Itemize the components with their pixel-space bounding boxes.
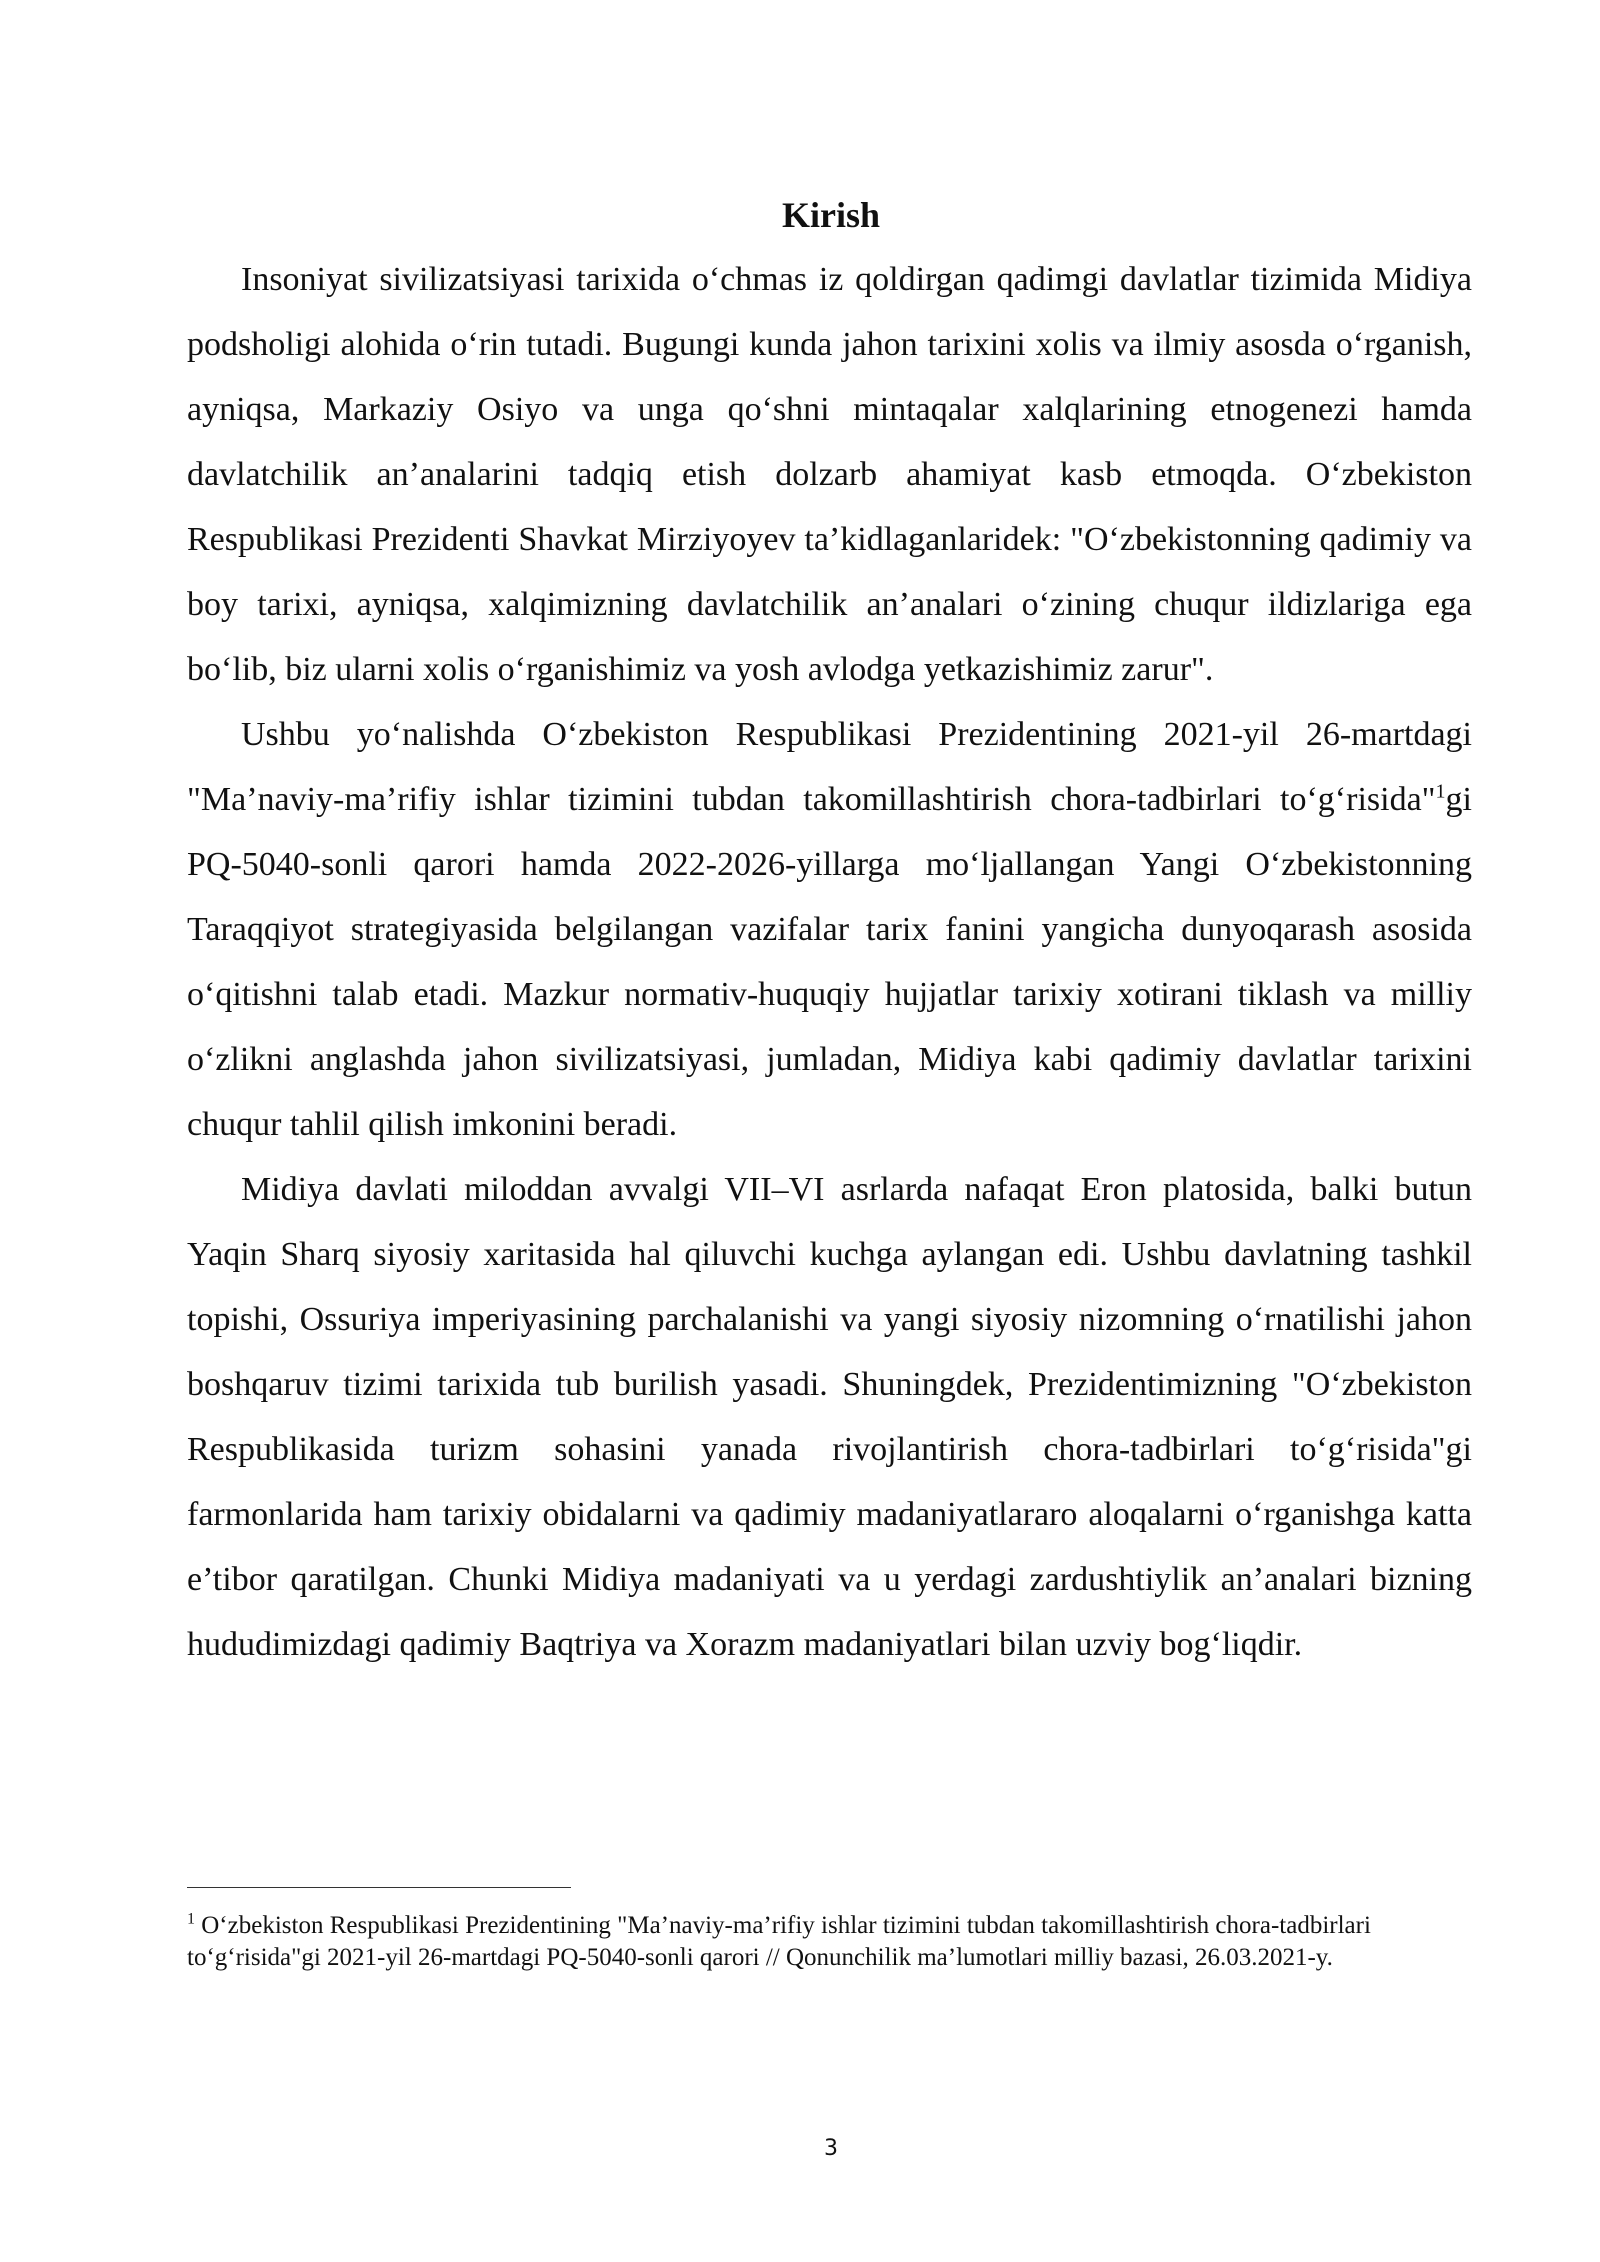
paragraph-1: Insoniyat sivilizatsiyasi tarixida o‘chmas iz qoldirgan qadimgi davlatlar tizimida Midiya podsholigi alohida o‘rin tutadi. Bugungi kunda jahon tarixini xolis va ilmiy asosda o‘rganish, ayniqsa, Markaziy Osiyo va unga qo‘shni mintaqalar xalqlarining etnogenezi hamda davlatchilik an’analarini tadqiq etish dolzarb ahamiyat kasb etmoqda. O‘zbekiston Respublikasi Prezidenti Shavkat Mirziyoyev ta’kidlaganlaridek: "O‘zbekistonning qadimiy va boy tarixi, ayniqsa, xalqimizning davlatchilik an’analari o‘zining chuqur ildizlariga ega bo‘lib, biz ularni xolis o‘rganishimiz va yosh avlodga yetkazishimiz zarur". (187, 261, 1472, 688)
footnote-reference: 1 (1435, 780, 1446, 803)
paragraph-3: Midiya davlati miloddan avvalgi VII–VI asrlarda nafaqat Eron platosida, balki butun Yaqin Sharq siyosiy xaritasida hal qiluvchi kuchga aylangan edi. Ushbu davlatning tashkil topishi, Ossuriya imperiyasining parchalanishi va yangi siyosiy nizomning o‘rnatilishi jahon boshqaruv tizimi tarixida tub burilish yasadi. Shuningdek, Prezidentimizning "O‘zbekiston Respublikasida turizm sohasini yanada rivojlantirish chora-tadbirlari to‘g‘risida"gi farmonlarida ham tarixiy obidalarni va qadimiy madaniyatlararo aloqalarni o‘rganishga katta e’tibor qaratilgan. Chunki Midiya madaniyati va u yerdagi zardushtiylik an’analari bizning hududimizdagi qadimiy Baqtriya va Xorazm madaniyatlari bilan uzviy bog‘liqdir. (187, 1171, 1472, 1663)
page-title: Kirish (781, 195, 880, 235)
paragraph-2-part-1: Ushbu yo‘nalishda O‘zbekiston Respublikasi Prezidentining 2021-yil 26-martdagi "Ma’naviy-ma’rifiy ishlar tizimini tubdan takomillashtirish chora-tadbirlari to‘g‘risida" (187, 716, 1472, 818)
footnote-separator (187, 1887, 571, 1888)
paragraph-2-part-2: gi PQ-5040-sonli qarori hamda 2022-2026-yillarga mo‘ljallangan Yangi O‘zbekistonning Taraqqiyot strategiyasida belgilangan vazifalar tarix fanini yangicha dunyoqarash asosida o‘qitishni talab etadi. Mazkur normativ-huquqiy hujjatlar tarixiy xotirani tiklash va milliy o‘zlikni anglashda jahon sivilizatsiyasi, jumladan, Midiya kabi qadimiy davlatlar tarixini chuqur tahlil qilish imkonini beradi. (187, 781, 1472, 1143)
body-text (187, 247, 1472, 1677)
page-number: 3 (824, 2136, 838, 2161)
footnote-text: O‘zbekiston Respublikasi Prezidentining "Ma’naviy-ma’rifiy ishlar tizimini tubdan takomillashtirish chora-tadbirlari to‘g‘risida"gi 2021-yil 26-martdagi PQ-5040-sonli qarori // Qonunchilik ma’lumotlari milliy bazasi, 26.03.2021-y. (187, 1912, 1371, 1971)
footnote (187, 1910, 1472, 1974)
footnote-mark: 1 (187, 1910, 195, 1928)
paragraph-2 (187, 702, 1472, 1157)
